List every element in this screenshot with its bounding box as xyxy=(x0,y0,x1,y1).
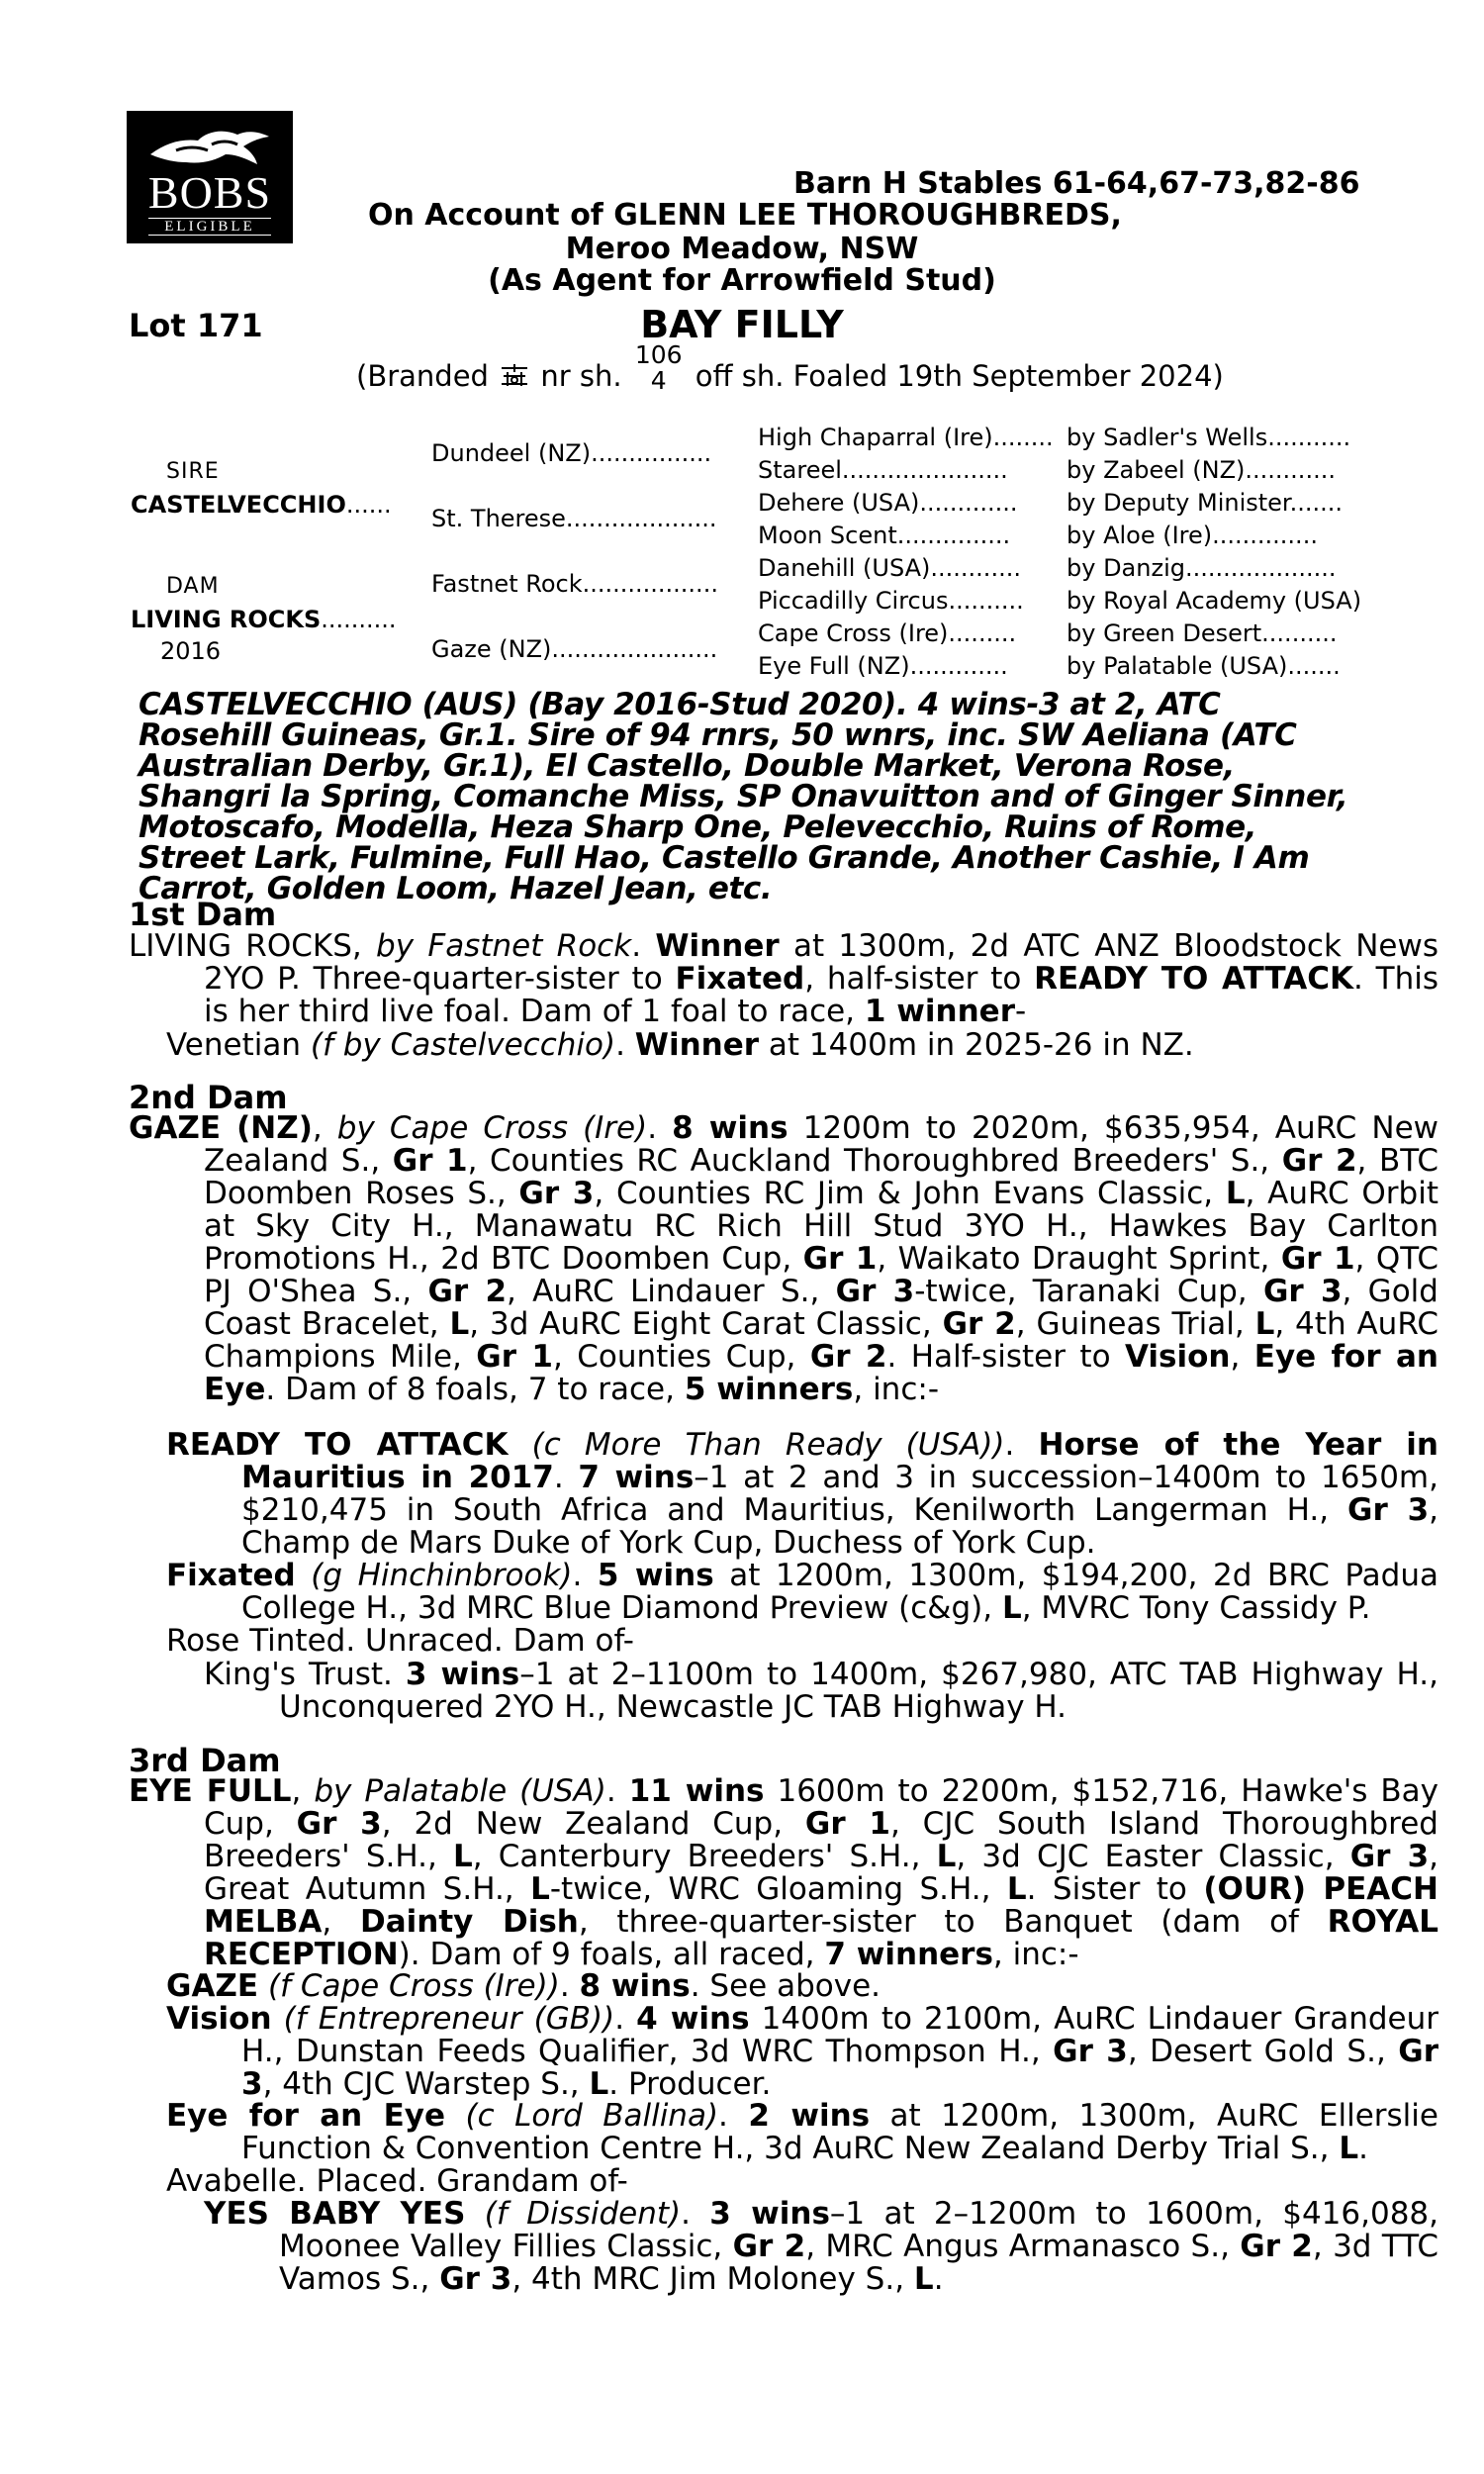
g3-row: High Chaparral (Ire)........ xyxy=(758,424,1054,451)
brand-mark-icon xyxy=(498,362,531,388)
logo-brand-text: BOBS xyxy=(147,167,272,218)
g3-by-text: by Royal Academy (USA) xyxy=(1067,587,1362,615)
g3-by-text: by Sadler's Wells xyxy=(1067,424,1268,451)
dam-name-text: LIVING ROCKS xyxy=(131,606,322,633)
g3-name: Piccadilly Circus xyxy=(758,587,949,615)
dam-label: DAM xyxy=(166,574,220,599)
granddam-paternal-text: St. Therese xyxy=(431,505,566,532)
brand-near-side: nr sh. xyxy=(540,359,622,393)
g3-by-text: by Danzig xyxy=(1067,554,1185,582)
third-dam-heading: 3rd Dam xyxy=(129,1742,281,1779)
g3-by-text: by Palatable (USA) xyxy=(1067,652,1288,680)
g3-by-text: by Green Desert xyxy=(1067,619,1262,647)
g3-row: Dehere (USA)............. xyxy=(758,489,1018,517)
g3-by: by Green Desert.......... xyxy=(1067,619,1338,647)
barn-stables: Barn H Stables 61-64,67-73,82-86 xyxy=(793,166,1360,201)
g3-by-text: by Aloe (Ire) xyxy=(1067,522,1213,549)
g3-by-text: by Deputy Minister xyxy=(1067,489,1290,517)
first-dam-progeny: Venetian (f by Castelvecchio). Winner at 1400m in 2025-26 in NZ. xyxy=(166,1027,1194,1063)
g3-by: by Palatable (USA)....... xyxy=(1067,652,1341,680)
vision-entry: Vision (f Entrepreneur (GB)). 4 wins 1400m to 2100m, AuRC Lindauer Grandeur H., Dunstan Feeds Qualifier, 3d WRC Thompson H., Gr 3, Desert Gold S., Gr 3, 4th CJC Warstep S., L. Producer. xyxy=(166,2001,1438,2102)
sire-name-text: CASTELVECCHIO xyxy=(131,491,346,519)
g3-row: Eye Full (NZ)............. xyxy=(758,652,1008,680)
sire-label: SIRE xyxy=(166,459,220,484)
sire-summary: CASTELVECCHIO (AUS) (Bay 2016-Stud 2020). 4 wins-3 at 2, ATC Rosehill Guineas, Gr.1. Sire of 94 rnrs, 50 wnrs, inc. SW Aeliana (ATC Australian Derby, Gr.1), El Castello, Double Market, Verona Rose, Shangri la Spring, Comanche Miss, SP Onavuitton and of Ginger Sinner, Motoscafo, Modella, Heza Sharp One, Pelevecchio, Ruins of Rome, Street Lark, Fulmine, Full Hao, Castello Grande, Another Cashie, I Am Carrot, Golden Loom, Hazel Jean, etc. xyxy=(139,687,1348,906)
horse-bird-icon xyxy=(146,125,273,172)
g3-by: by Sadler's Wells........... xyxy=(1067,424,1351,451)
vendor-agent: (As Agent for Arrowfield Stud) xyxy=(488,263,996,298)
first-dam-heading: 1st Dam xyxy=(129,896,277,933)
ready-to-attack-entry: READY TO ATTACK (c More Than Ready (USA)). Horse of the Year in Mauritius in 2017. 7 wins–1 at 2 and 3 in succession–1400m to 1650m, $210,475 in South Africa and Mauritius, Kenilworth Langerman H., Gr 3, Champ de Mars Duke of York Cup, Duchess of York Cup. xyxy=(166,1427,1438,1561)
g3-by xyxy=(1067,587,1361,615)
g3-row: Piccadilly Circus.......... xyxy=(758,587,1024,615)
second-dam-heading: 2nd Dam xyxy=(129,1079,288,1116)
sire-name: CASTELVECCHIO...... xyxy=(131,491,392,519)
grandsire-maternal-text: Fastnet Rock xyxy=(431,570,583,598)
g3-row: Moon Scent............... xyxy=(758,522,1011,549)
eye-for-an-eye-entry: Eye for an Eye (c Lord Ballina). 2 wins at 1200m, 1300m, AuRC Ellerslie Function & Convention Centre H., 3d AuRC New Zealand Derby Trial S., L. xyxy=(166,2098,1438,2166)
g3-by: by Aloe (Ire).............. xyxy=(1067,522,1318,549)
g3-by: by Zabeel (NZ)............ xyxy=(1067,456,1336,484)
granddam-paternal: St. Therese.................... xyxy=(431,505,717,532)
grandsire-paternal-text: Dundeel (NZ) xyxy=(431,439,592,467)
dam-name: LIVING ROCKS.......... xyxy=(131,606,397,633)
brand-prefix: (Branded xyxy=(356,359,489,393)
g3-name: Moon Scent xyxy=(758,522,897,549)
rose-tinted-entry: Rose Tinted. Unraced. Dam of- xyxy=(166,1623,634,1659)
yes-baby-yes-entry: YES BABY YES (f Dissident). 3 wins–1 at 2–1200m to 1600m, $416,088, Moonee Valley Fillies Classic, Gr 2, MRC Angus Armanasco S., Gr 2, 3d TTC Vamos S., Gr 3, 4th MRC Jim Moloney S., L. xyxy=(204,2196,1439,2297)
logo-eligible-text: ELIGIBLE xyxy=(148,218,271,236)
vendor-account: On Account of GLENN LEE THOROUGHBREDS, xyxy=(368,198,1122,233)
g3-name: Eye Full (NZ) xyxy=(758,652,910,680)
lot-number: Lot 171 xyxy=(129,307,263,344)
g3-by: by Danzig.................... xyxy=(1067,554,1337,582)
first-dam-text: LIVING ROCKS, by Fastnet Rock. Winner at 1300m, 2d ATC ANZ Bloodstock News 2YO P. Three-quarter-sister to Fixated, half-sister to READY TO ATTACK. This is her third live foal. Dam of 1 foal to race, 1 winner- xyxy=(129,928,1438,1029)
brand-number-bottom: 4 xyxy=(650,366,667,395)
granddam-maternal-text: Gaze (NZ) xyxy=(431,635,552,663)
brand-number xyxy=(635,342,683,394)
dam-year: 2016 xyxy=(160,637,222,665)
fixated-entry: Fixated (g Hinchinbrook). 5 wins at 1200m, 1300m, $194,200, 2d BRC Padua College H., 3d MRC Blue Diamond Preview (c&g), L, MVRC Tony Cassidy P. xyxy=(166,1558,1438,1626)
g3-row: Stareel...................... xyxy=(758,456,1008,484)
brand-number-top: 106 xyxy=(634,340,683,369)
third-dam-text: EYE FULL, by Palatable (USA). 11 wins 1600m to 2200m, $152,716, Hawke's Bay Cup, Gr 3, 2d New Zealand Cup, Gr 1, CJC South Island Thoroughbred Breeders' S.H., L, Canterbury Breeders' S.H., L, 3d CJC Easter Classic, Gr 3, Great Autumn S.H., L-twice, WRC Gloaming S.H., L. Sister to (OUR) PEACH MELBA, Dainty Dish, three-quarter-sister to Banquet (dam of ROYAL RECEPTION). Dam of 9 foals, all raced, 7 winners, inc:- xyxy=(129,1773,1439,1972)
g3-name: Cape Cross (Ire) xyxy=(758,619,949,647)
g3-name: Dehere (USA) xyxy=(758,489,920,517)
grandsire-maternal: Fastnet Rock.................. xyxy=(431,570,718,598)
g3-row: Danehill (USA)............ xyxy=(758,554,1021,582)
g3-name: Danehill (USA) xyxy=(758,554,931,582)
g3-name: Stareel xyxy=(758,456,842,484)
granddam-maternal: Gaze (NZ)...................... xyxy=(431,635,718,663)
g3-by-text: by Zabeel (NZ) xyxy=(1067,456,1246,484)
kings-trust-entry: King's Trust. 3 wins–1 at 2–1100m to 1400m, $267,980, ATC TAB Highway H., Unconquered 2YO H., Newcastle JC TAB Highway H. xyxy=(204,1657,1438,1725)
brand-off-side-foaled: off sh. Foaled 19th September 2024) xyxy=(695,359,1224,393)
vendor-location: Meroo Meadow, NSW xyxy=(565,232,919,266)
lot-title: BAY FILLY xyxy=(640,303,844,346)
second-dam-text: GAZE (NZ), by Cape Cross (Ire). 8 wins 1200m to 2020m, $635,954, AuRC New Zealand S., Gr 1, Counties RC Auckland Thoroughbred Breeders' S., Gr 2, BTC Doomben Roses S., Gr 3, Counties RC Jim & John Evans Classic, L, AuRC Orbit at Sky City H., Manawatu RC Rich Hill Stud 3YO H., Hawkes Bay Carlton Promotions H., 2d BTC Doomben Cup, Gr 1, Waikato Draught Sprint, Gr 1, QTC PJ O'Shea S., Gr 2, AuRC Lindauer S., Gr 3-twice, Taranaki Cup, Gr 3, Gold Coast Bracelet, L, 3d AuRC Eight Carat Classic, Gr 2, Guineas Trial, L, 4th AuRC Champions Mile, Gr 1, Counties Cup, Gr 2. Half-sister to Vision, Eye for an Eye. Dam of 8 foals, 7 to race, 5 winners, inc:- xyxy=(129,1110,1438,1407)
gaze-entry: GAZE (f Cape Cross (Ire)). 8 wins. See above. xyxy=(166,1968,881,2004)
g3-name: High Chaparral (Ire) xyxy=(758,424,993,451)
g3-by: by Deputy Minister....... xyxy=(1067,489,1344,517)
bobs-eligible-logo xyxy=(127,111,293,243)
g3-row: Cape Cross (Ire)......... xyxy=(758,619,1017,647)
avabelle-entry: Avabelle. Placed. Grandam of- xyxy=(166,2163,628,2199)
brand-foaling-line xyxy=(356,340,1224,404)
grandsire-paternal: Dundeel (NZ)................ xyxy=(431,439,712,467)
